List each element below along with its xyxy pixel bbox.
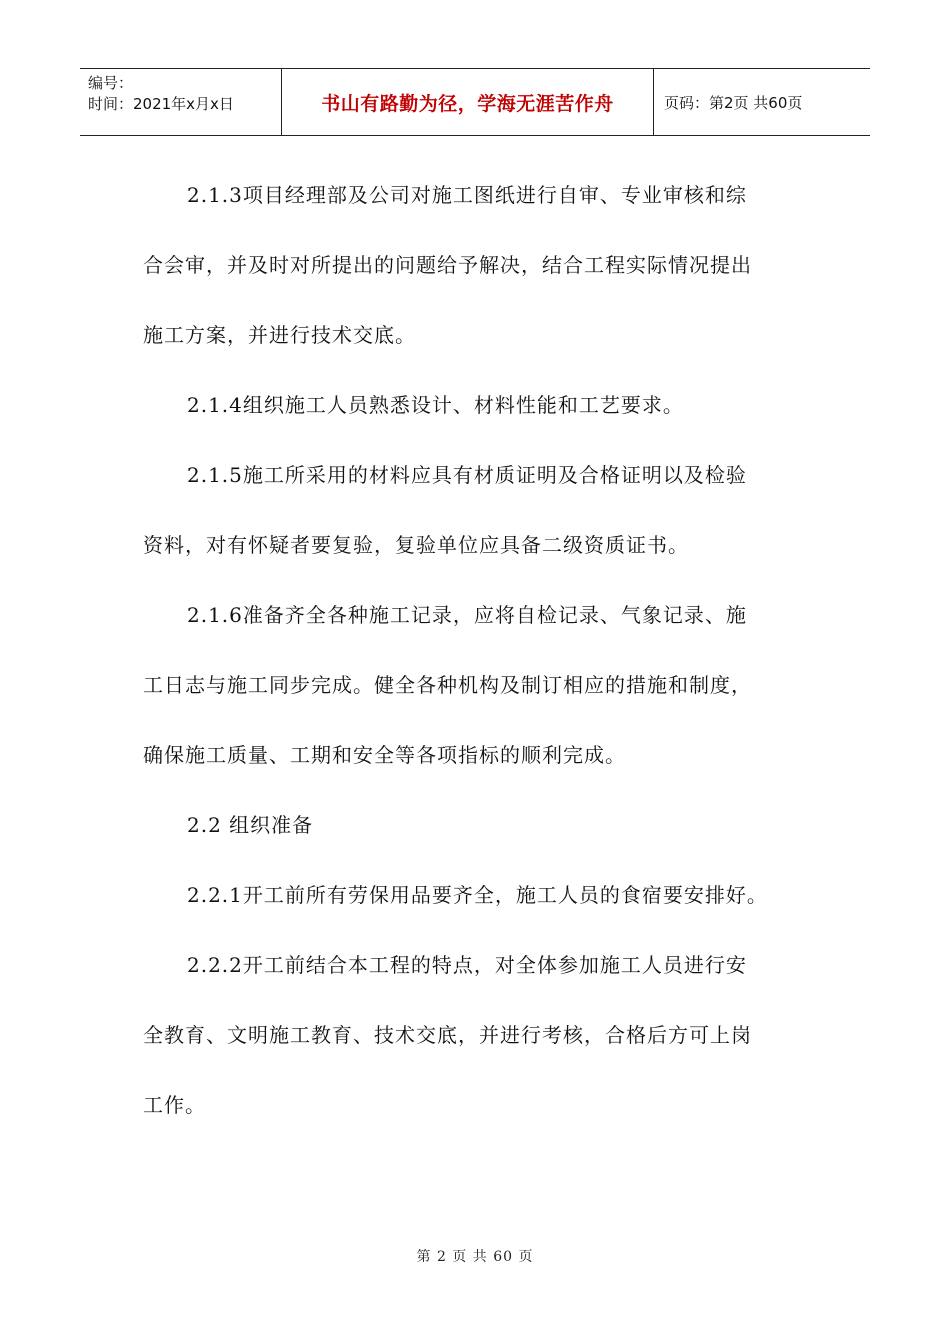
paragraph-line: 资料，对有怀疑者要复验，复验单位应具备二级资质证书。: [143, 533, 689, 557]
document-body: [143, 160, 813, 1140]
header-motto: 书山有路勤为径，学海无涯苦作舟: [282, 69, 654, 135]
paragraph-line: 2.2.2开工前结合本工程的特点，对全体参加施工人员进行安: [187, 953, 747, 977]
paragraph-line: 确保施工质量、工期和安全等各项指标的顺利完成。: [143, 743, 626, 767]
paragraph-line: 合会审，并及时对所提出的问题给予解决，结合工程实际情况提出: [143, 253, 752, 277]
date-line: 时间：2021年x月x日: [88, 95, 234, 113]
paragraph-line: 2.1.4组织施工人员熟悉设计、材料性能和工艺要求。: [187, 393, 684, 417]
paragraph-line: 施工方案，并进行技术交底。: [143, 323, 416, 347]
page-header: [80, 68, 870, 136]
paragraph-line: 工日志与施工同步完成。健全各种机构及制订相应的措施和制度，: [143, 673, 752, 697]
header-page-info: 页码：第2页 共60页: [664, 93, 803, 112]
paragraph-line: 2.2.1开工前所有劳保用品要齐全，施工人员的食宿要安排好。: [187, 883, 768, 907]
paragraph-line: 2.1.3项目经理部及公司对施工图纸进行自审、专业审核和综: [187, 183, 747, 207]
header-meta: [80, 69, 282, 135]
paragraph-line: 2.1.6准备齐全各种施工记录，应将自检记录、气象记录、施: [187, 603, 747, 627]
section-heading: 2.2 组织准备: [187, 813, 314, 837]
paragraph-line: 2.1.5施工所采用的材料应具有材质证明及合格证明以及检验: [187, 463, 747, 487]
paragraph-line: 工作。: [143, 1093, 206, 1117]
paragraph-line: 全教育、文明施工教育、技术交底，并进行考核，合格后方可上岗: [143, 1023, 752, 1047]
serial-label: 编号：: [88, 74, 134, 92]
page-footer: 第 2 页 共 60 页: [416, 1249, 534, 1265]
